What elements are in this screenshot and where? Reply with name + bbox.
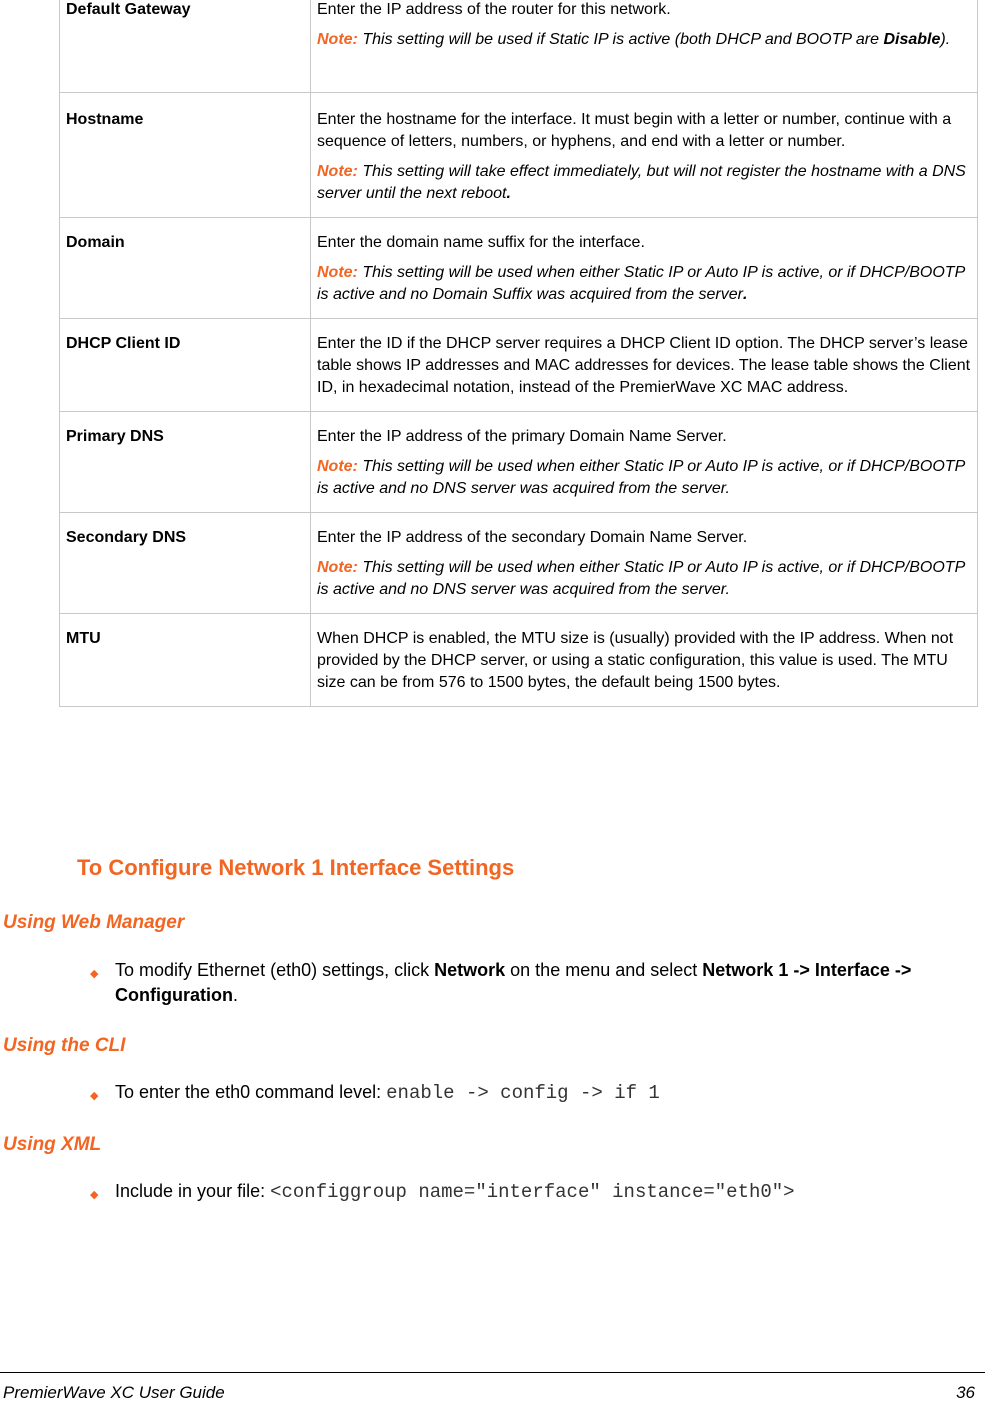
- table-row: [60, 93, 978, 218]
- note-text: This setting will be used when either Static IP or Auto IP is active, or if DHCP/BOOTP is active and no DNS server was acquired from the server.: [317, 559, 965, 598]
- table-row: [60, 218, 978, 319]
- diamond-bullet-icon: ◆: [90, 1189, 99, 1201]
- note-label: Note:: [317, 163, 358, 180]
- description-text: Enter the hostname for the interface. It must begin with a letter or number, continue with a sequence of letters, numbers, or hyphens, and end with a letter or number.: [317, 111, 952, 150]
- note: [317, 29, 971, 51]
- note: [317, 262, 971, 306]
- note-label: Note:: [317, 458, 358, 475]
- settings-table: [59, 0, 978, 707]
- bullet-text: on the menu and select: [505, 960, 703, 980]
- setting-name: DHCP Client ID: [60, 319, 311, 412]
- note: [317, 456, 971, 500]
- footer-divider: [0, 1372, 985, 1373]
- web-manager-heading: Using Web Manager: [3, 912, 185, 933]
- description-text: Enter the IP address of the router for this network.: [317, 1, 671, 18]
- setting-name: MTU: [60, 614, 311, 707]
- setting-name: Primary DNS: [60, 412, 311, 513]
- table-row: [60, 513, 978, 614]
- description-text: Enter the IP address of the secondary Domain Name Server.: [317, 529, 748, 546]
- setting-name: Secondary DNS: [60, 513, 311, 614]
- bullet-text: To enter the eth0 command level:: [115, 1082, 387, 1102]
- setting-description: [311, 614, 978, 707]
- setting-description: [311, 218, 978, 319]
- description-text: Enter the domain name suffix for the interface.: [317, 234, 645, 251]
- page-number: 36: [956, 1383, 975, 1402]
- note-bold: .: [506, 185, 511, 202]
- note-label: Note:: [317, 31, 358, 48]
- table-row: [60, 412, 978, 513]
- cli-command: enable -> config -> if 1: [386, 1082, 660, 1104]
- diamond-bullet-icon: ◆: [90, 1090, 99, 1102]
- web-manager-bullet: [90, 958, 955, 1008]
- section-title: To Configure Network 1 Interface Settings: [77, 855, 515, 880]
- note-bold: Disable: [883, 31, 941, 48]
- xml-heading: Using XML: [3, 1134, 102, 1155]
- note-text: This setting will be used when either Static IP or Auto IP is active, or if DHCP/BOOTP is active and no DNS server was acquired from the server.: [317, 458, 965, 497]
- note-text: This setting will be used if Static IP is active (both DHCP and BOOTP are: [357, 31, 884, 48]
- note: [317, 557, 971, 601]
- bullet-text: To modify Ethernet (eth0) settings, click: [115, 960, 435, 980]
- bullet-bold: Network 1 -> Interface -> Configuration: [115, 960, 912, 1005]
- table-row: [60, 0, 978, 93]
- xml-code: <configgroup name="interface" instance="eth0">: [270, 1181, 795, 1203]
- note-label: Note:: [317, 559, 358, 576]
- cli-bullet: [90, 1080, 955, 1106]
- note-bold: .: [742, 286, 748, 303]
- setting-name: Hostname: [60, 93, 311, 218]
- note-tail: ).: [940, 31, 951, 48]
- setting-description: [311, 412, 978, 513]
- setting-name: Domain: [60, 218, 311, 319]
- xml-bullet: [90, 1179, 955, 1205]
- table-row: [60, 614, 978, 707]
- bullet-text: Include in your file:: [115, 1181, 271, 1201]
- description-text: Enter the ID if the DHCP server requires a DHCP Client ID option. The DHCP server’s lease table shows IP addresses and MAC addresses for devices. The lease table shows the Client ID, in hexadecimal notation, instead of the PremierWave XC MAC address.: [317, 335, 971, 396]
- description-text: When DHCP is enabled, the MTU size is (usually) provided with the IP address. When not provided by the DHCP server, or using a static configuration, this value is used. The MTU size can be from 576 to 1500 bytes, the default being 1500 bytes.: [317, 630, 954, 691]
- note-text: This setting will be used when either Static IP or Auto IP is active, or if DHCP/BOOTP is active and no Domain Suffix was acquired from the server: [317, 264, 965, 303]
- setting-description: [311, 93, 978, 218]
- note-text: This setting will take effect immediately, but will not register the hostname with a DNS server until the next reboot: [317, 163, 966, 202]
- note: [317, 161, 971, 205]
- setting-description: [311, 513, 978, 614]
- footer-title: PremierWave XC User Guide: [3, 1383, 225, 1402]
- setting-name: Default Gateway: [60, 0, 311, 93]
- note-label: Note:: [317, 264, 358, 281]
- bullet-bold: Network: [434, 960, 506, 980]
- setting-description: [311, 0, 978, 93]
- bullet-text: .: [232, 985, 238, 1005]
- setting-description: [311, 319, 978, 412]
- cli-heading: Using the CLI: [3, 1035, 126, 1056]
- table-row: [60, 319, 978, 412]
- diamond-bullet-icon: ◆: [90, 968, 99, 980]
- description-text: Enter the IP address of the primary Domain Name Server.: [317, 428, 727, 445]
